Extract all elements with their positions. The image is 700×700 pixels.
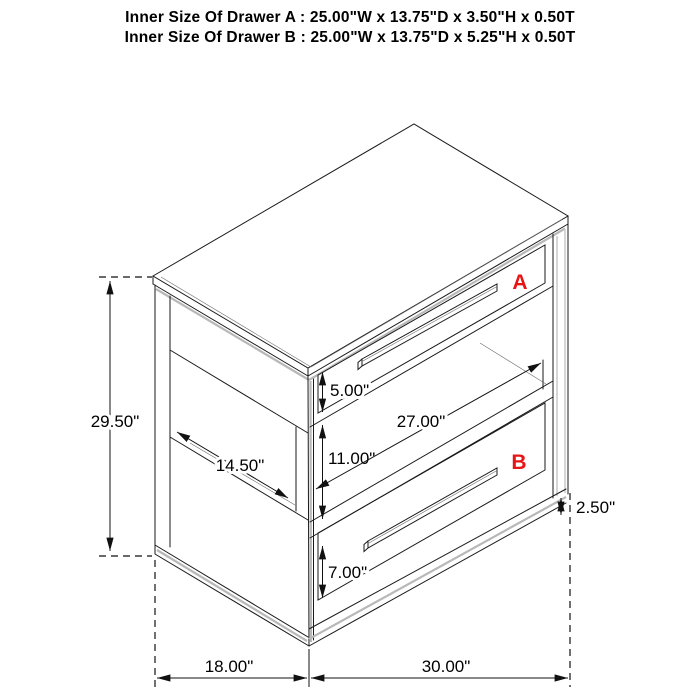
drawer-b-height-label: 7.00" [328, 563, 368, 582]
top-surface [153, 124, 568, 380]
drawer-a-spec-text: Inner Size Of Drawer A : 25.00"W x 13.75"D x 3.50"H x 0.50T [125, 9, 575, 26]
shelf-depth-label: 14.50" [215, 456, 265, 475]
shelf-height-label: 11.00" [328, 449, 376, 468]
drawer-b-handle [364, 468, 497, 552]
drawer-b-label: B [511, 451, 527, 474]
drawer-a-label: A [512, 271, 528, 294]
opening-width-label: 27.00" [396, 412, 446, 431]
dimension-annotations [91, 277, 615, 687]
drawer-b-spec-text: Inner Size Of Drawer B : 25.00"W x 13.75"D x 5.25"H x 0.50T [124, 29, 576, 46]
front-width-label: 30.00" [421, 657, 471, 676]
drawer-a-height-label: 5.00" [330, 381, 370, 400]
base-height-label: 2.50" [576, 498, 616, 517]
front-left-edge [308, 376, 314, 646]
overall-height-label: 29.50" [90, 412, 140, 431]
side-depth-label: 18.00" [204, 657, 254, 676]
